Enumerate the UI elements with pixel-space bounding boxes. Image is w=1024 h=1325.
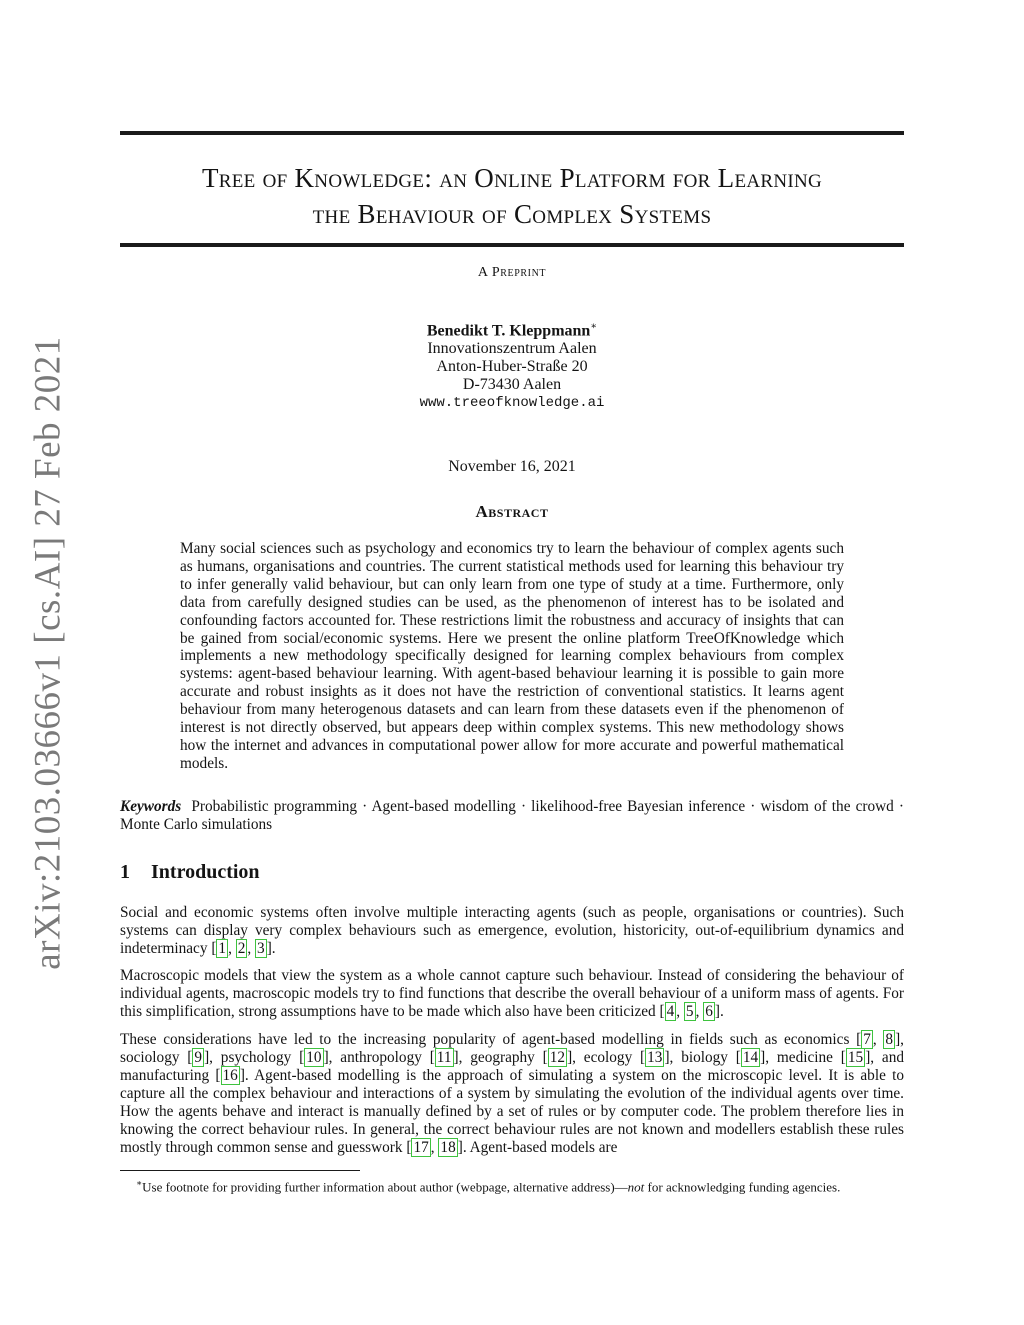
footnote-mark: ∗ <box>136 1178 143 1188</box>
citation-link[interactable]: 11 <box>436 1048 452 1066</box>
paragraph: These considerations have led to the increasing popularity of agent-based modelling in fields such as economics [ 7 , 8 ], sociology [ 9 ], psychology [ 10 ], anthropology [ 11 ], geography [ 12 ], ecology [ 13 ], biology [ 14 ], medicine [ 15 ], and manufacturing [ 16 ]. Agent-based modelling is the approach of simulating a system on the microscopic level. It is able to capture all the complex behaviour and interactions of a system by simulating the evolution of the individual agents over time. How the agents behave and interact is manually defined by a set of rules or by computer code. The problem therefore lies in knowing the correct behaviour rules. In general, the correct behaviour rules are not known and modellers establish these rules mostly through common sense and guesswork [ 17 , 18 ]. Agent-based models are <box>120 1030 905 1157</box>
title-line-2: the Behaviour of Complex Systems <box>312 199 712 229</box>
paper-title <box>120 160 904 232</box>
author-street: Anton-Huber-Straße 20 <box>436 358 588 376</box>
author-footnote-mark: ∗ <box>590 321 598 332</box>
citation-link[interactable]: 18 <box>440 1139 456 1157</box>
citation-link[interactable]: 17 <box>413 1139 429 1157</box>
citation-link[interactable]: 14 <box>742 1048 759 1066</box>
footnote: ∗Use footnote for providing further information about author (webpage, alternative address)—not for acknowledging funding agencies. <box>136 1178 841 1195</box>
arxiv-stamp: arXiv:2103.03666v1 [cs.AI] 27 Feb 2021 <box>27 336 69 970</box>
citation-link[interactable]: 16 <box>222 1066 238 1084</box>
footnote-emphasis: not <box>627 1179 645 1195</box>
citation-link[interactable]: 10 <box>306 1048 322 1066</box>
title-rule-bottom <box>120 243 904 247</box>
paragraph: Macroscopic models that view the system as a whole cannot capture such behaviour. Instead of considering the behaviour of individual agents, macroscopic models try to find functions that describe the overall behaviour of a uniform mass of agents. For this simplification, strong assumptions have to be made which also have been criticized [ 4 , 5 , 6 ]. <box>120 967 904 1021</box>
citation-link[interactable]: 6 <box>705 1003 713 1021</box>
citation-link[interactable]: 9 <box>194 1048 203 1066</box>
section-heading <box>120 861 260 884</box>
author-block <box>0 318 1024 412</box>
body-text <box>120 904 904 1166</box>
title-rule-top <box>120 131 904 135</box>
section-number: 1 <box>120 861 130 883</box>
paragraph: Social and economic systems often involve multiple interacting agents (such as people, organisations or countries). Such systems can display very complex behaviours such as emergence, evolution, historicity, out-of-equilibrium dynamics and indeterminacy [ 1 , 2 , 3 ]. <box>120 904 904 958</box>
citation-link[interactable]: 4 <box>666 1003 675 1021</box>
keywords <box>120 798 904 834</box>
author-website-link[interactable]: www.treeofknowledge.ai <box>419 395 605 412</box>
citation-link[interactable]: 13 <box>647 1048 663 1066</box>
citation-link[interactable]: 3 <box>257 940 265 958</box>
citation-link[interactable]: 15 <box>847 1048 864 1066</box>
citation-link[interactable]: 12 <box>549 1048 566 1066</box>
citation-link[interactable]: 2 <box>237 940 246 958</box>
abstract-heading: Abstract <box>475 502 549 521</box>
footnote-rule <box>120 1170 360 1171</box>
keywords-label: Keywords <box>120 798 182 815</box>
preprint-label: A Preprint <box>477 265 547 280</box>
author-affiliation: Innovationszentrum Aalen <box>427 340 597 358</box>
author-name: Benedikt T. Kleppmann <box>426 322 591 340</box>
author-city: D-73430 Aalen <box>462 376 562 394</box>
citation-link[interactable]: 7 <box>863 1030 871 1048</box>
keywords-text: Probabilistic programming · Agent-based modelling · likelihood-free Bayesian inference · wisdom of the crowd · Monte Carlo simulations <box>120 798 904 833</box>
citation-link[interactable]: 8 <box>885 1030 894 1048</box>
title-line-1: Tree of Knowledge: an Online Platform for Learning <box>201 163 823 193</box>
paper-date: November 16, 2021 <box>448 458 576 475</box>
section-title: Introduction <box>151 861 260 883</box>
citation-link[interactable]: 5 <box>685 1003 694 1021</box>
citation-link[interactable]: 1 <box>218 940 227 958</box>
abstract-text: Many social sciences such as psychology and economics try to learn the behaviour of complex agents such as humans, organisations and countries. The current statistical methods used for learning this behaviour try to infer generally valid behaviour, but can only learn from one type of study at a time. Furthermore, only data from carefully designed studies can be used, as the phenomenon of interest has to be isolated and confounding factors accounted for. These restrictions limit the robustness and accuracy of insights that can be gained from social/economic systems. Here we present the online platform TreeOfKnowledge which implements a new methodology specifically designed for learning complex behaviours from complex systems: agent-based behaviour learning. With agent-based behaviour learning it is possible to gain more accurate and robust insights as it does not have the restriction of conventional statistics. It learns agent behaviour from many heterogenous datasets and can learn from these datasets even if the phenomenon of interest is not directly observed, but appears deep within complex systems. This new methodology shows how the internet and advances in computational power allow for more accurate and powerful mathematical models. <box>180 540 844 772</box>
